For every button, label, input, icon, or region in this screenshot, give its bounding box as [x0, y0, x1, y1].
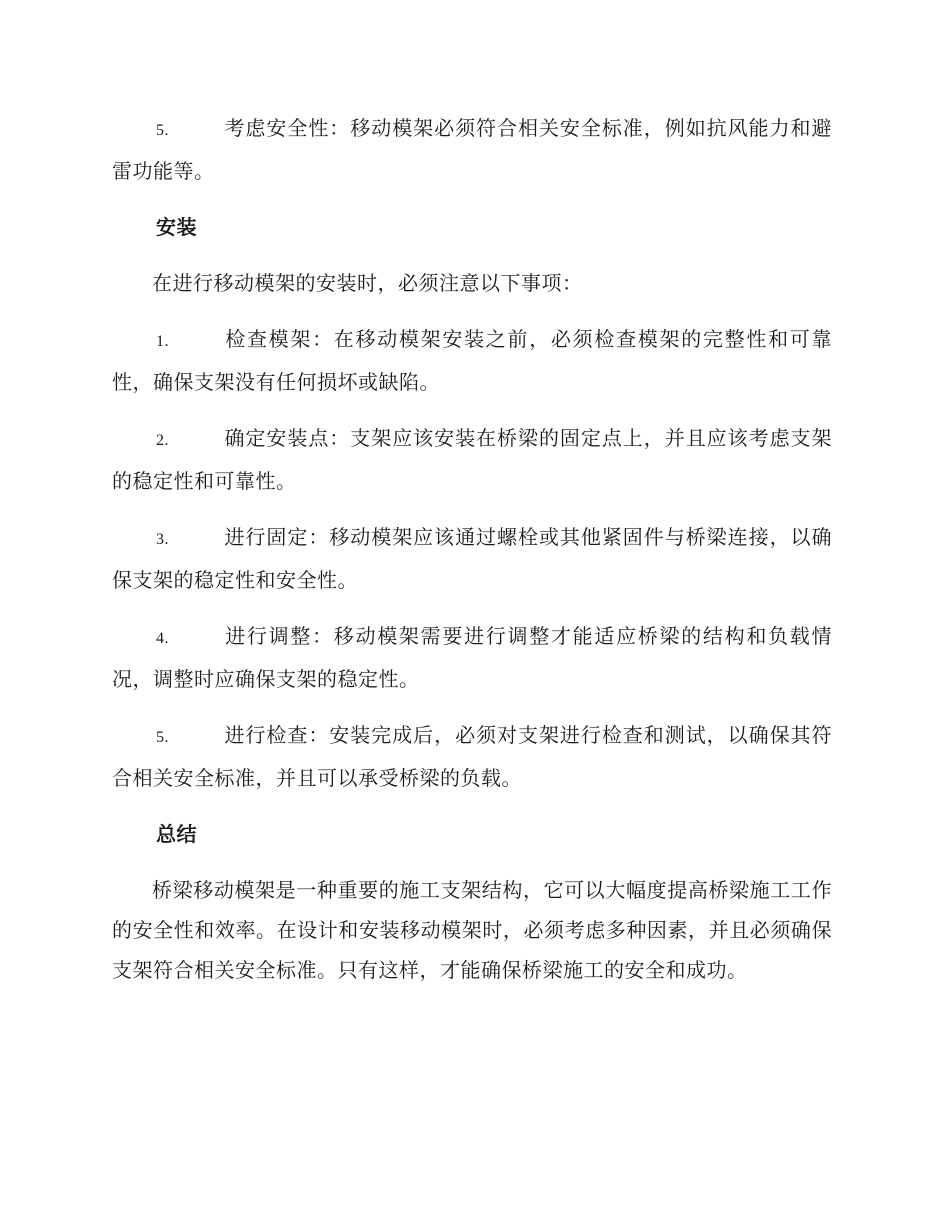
- item-text: 进行检查：安装完成后，必须对支架进行检查和测试，以确保其符合相关安全标准，并且可以承受桥梁的负载。: [112, 723, 832, 790]
- item-number: 5.: [156, 729, 169, 746]
- item-text: 进行固定：移动模架应该通过螺栓或其他紧固件与桥梁连接，以确保支架的稳定性和安全性。: [112, 525, 832, 592]
- item-text: 确定安装点：支架应该安装在桥梁的固定点上，并且应该考虑支架的稳定性和可靠性。: [112, 426, 832, 493]
- install-item-1: [112, 319, 832, 402]
- design-item-5: [112, 108, 832, 191]
- install-item-5: [112, 715, 832, 798]
- install-intro: 在进行移动模架的安装时，必须注意以下事项：: [152, 271, 583, 295]
- item-number: 2.: [156, 432, 169, 449]
- section-heading-install: 安装: [156, 215, 197, 239]
- document-content: [112, 108, 832, 1006]
- item-number: 5.: [156, 122, 169, 139]
- item-text: 考虑安全性：移动模架必须符合相关安全标准，例如抗风能力和避雷功能等。: [112, 116, 832, 183]
- section-heading-summary: 总结: [156, 822, 197, 846]
- item-number: 3.: [156, 531, 169, 548]
- item-number: 1.: [156, 333, 169, 350]
- install-item-4: [112, 616, 832, 699]
- item-text: 进行调整：移动模架需要进行调整才能适应桥梁的结构和负载情况，调整时应确保支架的稳定性。: [112, 624, 832, 691]
- install-item-2: [112, 418, 832, 501]
- item-text: 检查模架：在移动模架安装之前，必须检查模架的完整性和可靠性，确保支架没有任何损坏或缺陷。: [112, 327, 832, 394]
- install-item-3: [112, 517, 832, 600]
- summary-paragraph: 桥梁移动模架是一种重要的施工支架结构，它可以大幅度提高桥梁施工工作的安全性和效率。在设计和安装移动模架时，必须考虑多种因素，并且必须确保支架符合相关安全标准。只有这样，才能确保桥梁施工的安全和成功。: [112, 878, 832, 982]
- item-number: 4.: [156, 630, 169, 647]
